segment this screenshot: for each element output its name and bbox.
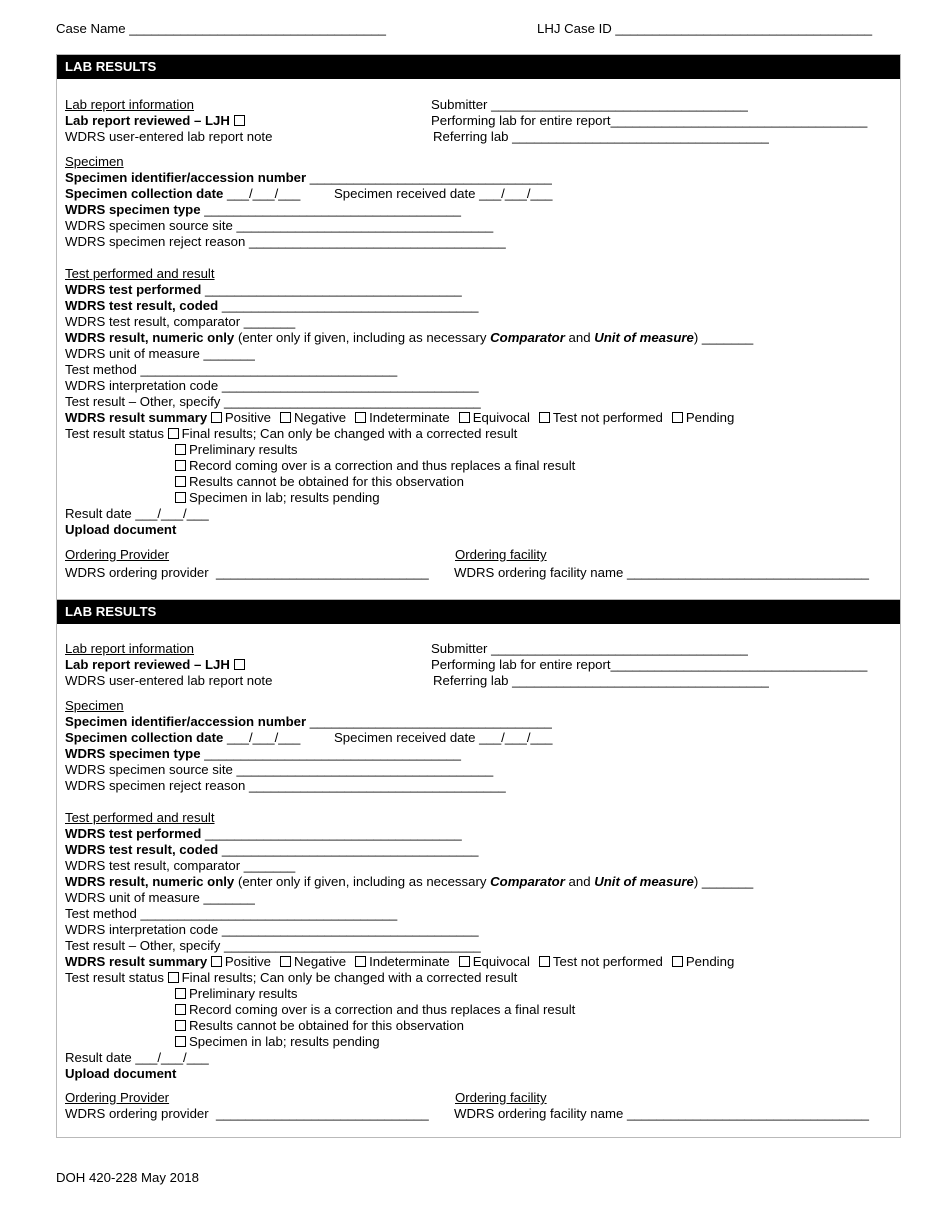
specimen-collection-blank: ___/___/___: [223, 186, 301, 201]
ordering-facility-heading: Ordering facility: [455, 547, 547, 562]
section-title: LAB RESULTS: [57, 55, 900, 79]
submitter-field[interactable]: Submitter ___________________________________: [431, 641, 748, 656]
result-numeric-note-a: (enter only if given, including as necessary: [234, 874, 491, 889]
result-numeric-unit: Unit of measure: [594, 874, 694, 889]
unit-of-measure-field[interactable]: WDRS unit of measure _______: [65, 890, 255, 905]
specimen-collection-label: Specimen collection date: [65, 186, 224, 201]
result-summary-row: [65, 410, 734, 426]
test-result-coded-blank: ___________________________________: [218, 842, 479, 857]
test-performed-field[interactable]: [65, 826, 462, 842]
summary-negative-label: Negative: [294, 410, 347, 425]
summary-equivocal-checkbox[interactable]: [459, 956, 470, 967]
summary-negative-checkbox[interactable]: [280, 412, 291, 423]
status-preliminary-row: [175, 986, 297, 1002]
test-result-coded-label: WDRS test result, coded: [65, 842, 219, 857]
lab-report-reviewed-row: [65, 657, 248, 673]
specimen-heading: Specimen: [65, 698, 124, 713]
test-result-status-label: Test result status: [65, 970, 164, 985]
summary-not-performed-checkbox[interactable]: [539, 956, 550, 967]
result-date-field[interactable]: Result date ___/___/___: [65, 1050, 209, 1065]
performing-lab-field[interactable]: Performing lab for entire report___________________________________: [431, 657, 868, 672]
status-pending-row: [175, 1034, 380, 1050]
test-method-field[interactable]: Test method ___________________________________: [65, 906, 398, 921]
lab-results-section: [56, 600, 901, 1138]
specimen-identifier-field[interactable]: [65, 170, 552, 186]
result-numeric-note-b: ) _______: [693, 874, 754, 889]
status-pending-label: Specimen in lab; results pending: [189, 490, 380, 505]
summary-indeterminate-checkbox[interactable]: [355, 412, 366, 423]
summary-negative-label: Negative: [294, 954, 347, 969]
result-summary-label: WDRS result summary: [65, 410, 208, 425]
status-preliminary-checkbox[interactable]: [175, 988, 186, 999]
user-lab-report-note-field[interactable]: WDRS user-entered lab report note: [65, 129, 273, 144]
summary-positive-label: Positive: [224, 410, 272, 425]
lab-report-reviewed-label: Lab report reviewed – LJH: [65, 113, 230, 128]
specimen-collection-date-field[interactable]: [65, 186, 300, 202]
summary-positive-checkbox[interactable]: [211, 412, 222, 423]
summary-indeterminate-checkbox[interactable]: [355, 956, 366, 967]
specimen-reject-reason-field[interactable]: WDRS specimen reject reason ___________________________________: [65, 778, 506, 793]
ordering-facility-field[interactable]: WDRS ordering facility name _________________________________: [454, 565, 869, 580]
specimen-identifier-label: Specimen identifier/accession number: [65, 170, 307, 185]
summary-not-performed-checkbox[interactable]: [539, 412, 550, 423]
upload-document-link[interactable]: Upload document: [65, 522, 177, 537]
test-result-status-row: [65, 970, 517, 986]
status-correction-row: [175, 458, 575, 474]
lab-report-reviewed-label: Lab report reviewed – LJH: [65, 657, 230, 672]
specimen-source-site-field[interactable]: WDRS specimen source site ___________________________________: [65, 218, 494, 233]
test-result-coded-field[interactable]: [65, 298, 479, 314]
status-correction-row: [175, 1002, 575, 1018]
unit-of-measure-field[interactable]: WDRS unit of measure _______: [65, 346, 255, 361]
result-date-field[interactable]: Result date ___/___/___: [65, 506, 209, 521]
status-correction-checkbox[interactable]: [175, 460, 186, 471]
status-correction-label: Record coming over is a correction and thus replaces a final result: [189, 1002, 576, 1017]
status-pending-row: [175, 490, 380, 506]
summary-negative-checkbox[interactable]: [280, 956, 291, 967]
ordering-facility-field[interactable]: WDRS ordering facility name _________________________________: [454, 1106, 869, 1121]
test-performed-field[interactable]: [65, 282, 462, 298]
specimen-type-label: WDRS specimen type: [65, 202, 201, 217]
summary-indeterminate-label: Indeterminate: [369, 954, 450, 969]
ordering-provider-field[interactable]: WDRS ordering provider _____________________________: [65, 565, 429, 580]
summary-pending-checkbox[interactable]: [672, 956, 683, 967]
test-result-status-label: Test result status: [65, 426, 164, 441]
status-correction-label: Record coming over is a correction and thus replaces a final result: [189, 458, 576, 473]
specimen-received-date-field[interactable]: Specimen received date ___/___/___: [334, 186, 553, 201]
referring-lab-field[interactable]: Referring lab ___________________________________: [433, 129, 769, 144]
result-numeric-note-b: ) _______: [693, 330, 754, 345]
specimen-collection-blank: ___/___/___: [223, 730, 301, 745]
specimen-type-field[interactable]: [65, 746, 461, 762]
ordering-provider-field[interactable]: WDRS ordering provider _____________________________: [65, 1106, 429, 1121]
status-pending-label: Specimen in lab; results pending: [189, 1034, 380, 1049]
test-result-coded-label: WDRS test result, coded: [65, 298, 219, 313]
test-result-coded-blank: ___________________________________: [218, 298, 479, 313]
result-numeric-label: WDRS result, numeric only: [65, 874, 235, 889]
test-performed-blank: ___________________________________: [201, 282, 462, 297]
test-result-other-field[interactable]: Test result – Other, specify ___________________________________: [65, 394, 481, 409]
specimen-heading: Specimen: [65, 154, 124, 169]
status-cannot-obtain-label: Results cannot be obtained for this observation: [189, 1018, 464, 1033]
summary-indeterminate-label: Indeterminate: [369, 410, 450, 425]
status-pending-checkbox[interactable]: [175, 1036, 186, 1047]
interpretation-code-field[interactable]: WDRS interpretation code ___________________________________: [65, 922, 479, 937]
status-cannot-obtain-row: [175, 474, 464, 490]
test-method-field[interactable]: Test method ___________________________________: [65, 362, 398, 377]
status-preliminary-label: Preliminary results: [189, 442, 298, 457]
status-final-label: Final results; Can only be changed with a corrected result: [181, 426, 518, 441]
specimen-type-field[interactable]: [65, 202, 461, 218]
submitter-field[interactable]: Submitter ___________________________________: [431, 97, 748, 112]
status-cannot-obtain-checkbox[interactable]: [175, 1020, 186, 1031]
status-cannot-obtain-checkbox[interactable]: [175, 476, 186, 487]
user-lab-report-note-field[interactable]: WDRS user-entered lab report note: [65, 673, 273, 688]
result-numeric-field[interactable]: [65, 330, 753, 346]
section-title: LAB RESULTS: [57, 600, 900, 624]
ordering-provider-heading: Ordering Provider: [65, 1090, 170, 1105]
specimen-type-blank: ___________________________________: [200, 746, 461, 761]
form-footer: DOH 420-228 May 2018: [56, 1170, 199, 1185]
status-preliminary-label: Preliminary results: [189, 986, 298, 1001]
result-numeric-label: WDRS result, numeric only: [65, 330, 235, 345]
test-heading: Test performed and result: [65, 266, 215, 281]
result-numeric-and: and: [564, 330, 595, 345]
lab-results-section: [56, 54, 901, 600]
test-result-coded-field[interactable]: [65, 842, 479, 858]
specimen-identifier-blank: _________________________________: [306, 170, 552, 185]
status-cannot-obtain-label: Results cannot be obtained for this observation: [189, 474, 464, 489]
lhj-case-id-field[interactable]: LHJ Case ID ___________________________________: [537, 21, 873, 36]
status-cannot-obtain-row: [175, 1018, 464, 1034]
lab-report-heading: Lab report information: [65, 641, 195, 656]
status-correction-checkbox[interactable]: [175, 1004, 186, 1015]
test-result-other-field[interactable]: Test result – Other, specify ___________________________________: [65, 938, 481, 953]
summary-pending-label: Pending: [685, 410, 735, 425]
specimen-identifier-blank: _________________________________: [306, 714, 552, 729]
result-summary-row: [65, 954, 734, 970]
specimen-collection-date-field[interactable]: [65, 730, 300, 746]
summary-equivocal-checkbox[interactable]: [459, 412, 470, 423]
lab-report-reviewed-row: [65, 113, 248, 129]
ordering-facility-heading: Ordering facility: [455, 1090, 547, 1105]
specimen-received-date-field[interactable]: Specimen received date ___/___/___: [334, 730, 553, 745]
result-summary-label: WDRS result summary: [65, 954, 208, 969]
summary-equivocal-label: Equivocal: [472, 410, 530, 425]
summary-pending-label: Pending: [685, 954, 735, 969]
case-name-field[interactable]: Case Name ___________________________________: [56, 21, 386, 36]
page-header: [56, 21, 894, 39]
lab-report-reviewed-checkbox[interactable]: [234, 659, 245, 670]
result-numeric-comparator: Comparator: [490, 330, 565, 345]
upload-document-link[interactable]: Upload document: [65, 1066, 177, 1081]
specimen-type-label: WDRS specimen type: [65, 746, 201, 761]
test-performed-blank: ___________________________________: [201, 826, 462, 841]
status-pending-checkbox[interactable]: [175, 492, 186, 503]
status-final-checkbox[interactable]: [168, 428, 179, 439]
interpretation-code-field[interactable]: WDRS interpretation code ___________________________________: [65, 378, 479, 393]
performing-lab-field[interactable]: Performing lab for entire report___________________________________: [431, 113, 868, 128]
lab-report-reviewed-checkbox[interactable]: [234, 115, 245, 126]
result-numeric-comparator: Comparator: [490, 874, 565, 889]
summary-not-performed-label: Test not performed: [552, 410, 663, 425]
specimen-identifier-label: Specimen identifier/accession number: [65, 714, 307, 729]
test-result-comparator-field[interactable]: WDRS test result, comparator _______: [65, 314, 296, 329]
lab-report-heading: Lab report information: [65, 97, 195, 112]
test-performed-label: WDRS test performed: [65, 282, 202, 297]
test-result-comparator-field[interactable]: WDRS test result, comparator _______: [65, 858, 296, 873]
status-preliminary-row: [175, 442, 297, 458]
summary-equivocal-label: Equivocal: [472, 954, 530, 969]
test-result-status-row: [65, 426, 517, 442]
result-numeric-unit: Unit of measure: [594, 330, 694, 345]
specimen-reject-reason-field[interactable]: WDRS specimen reject reason ___________________________________: [65, 234, 506, 249]
status-final-label: Final results; Can only be changed with a corrected result: [181, 970, 518, 985]
status-final-checkbox[interactable]: [168, 972, 179, 983]
test-performed-label: WDRS test performed: [65, 826, 202, 841]
result-numeric-field[interactable]: [65, 874, 753, 890]
summary-positive-label: Positive: [224, 954, 272, 969]
summary-not-performed-label: Test not performed: [552, 954, 663, 969]
specimen-identifier-field[interactable]: [65, 714, 552, 730]
ordering-provider-heading: Ordering Provider: [65, 547, 170, 562]
referring-lab-field[interactable]: Referring lab ___________________________________: [433, 673, 769, 688]
status-preliminary-checkbox[interactable]: [175, 444, 186, 455]
result-numeric-and: and: [564, 874, 595, 889]
specimen-collection-label: Specimen collection date: [65, 730, 224, 745]
summary-pending-checkbox[interactable]: [672, 412, 683, 423]
test-heading: Test performed and result: [65, 810, 215, 825]
summary-positive-checkbox[interactable]: [211, 956, 222, 967]
result-numeric-note-a: (enter only if given, including as necessary: [234, 330, 491, 345]
specimen-type-blank: ___________________________________: [200, 202, 461, 217]
specimen-source-site-field[interactable]: WDRS specimen source site ___________________________________: [65, 762, 494, 777]
